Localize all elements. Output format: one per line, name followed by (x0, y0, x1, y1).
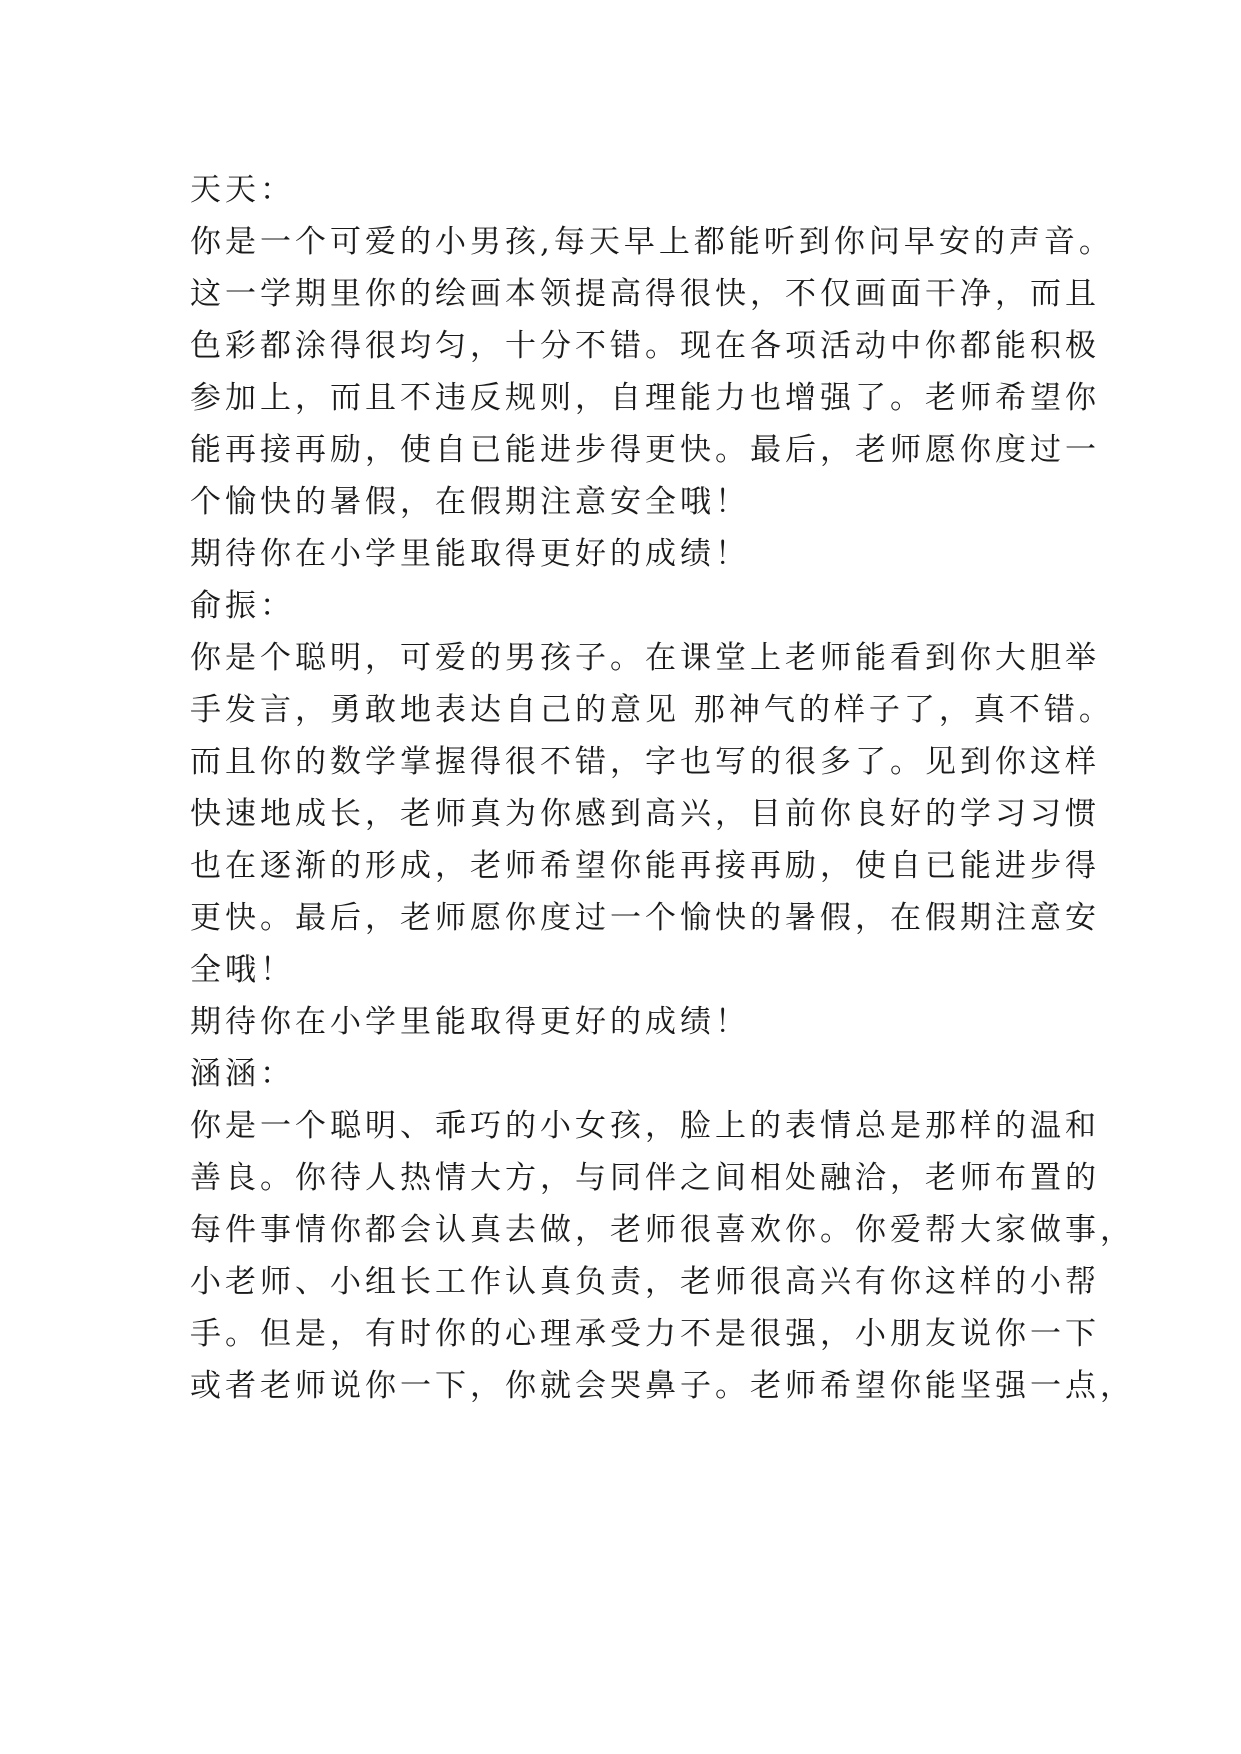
paragraph-line: 每件事情你都会认真去做，老师很喜欢你。你爱帮大家做事， (190, 1212, 1135, 1248)
closing-line: 期待你在小学里能取得更好的成绩！ (190, 1004, 750, 1040)
closing-line: 期待你在小学里能取得更好的成绩！ (190, 536, 750, 572)
recipient-heading-hanhan: 涵涵： (190, 1056, 295, 1092)
paragraph-line: 而且你的数学掌握得很不错，字也写的很多了。见到你这样 (190, 744, 1100, 780)
paragraph-line: 小老师、小组长工作认真负责，老师很高兴有你这样的小帮 (190, 1264, 1100, 1300)
paragraph-line: 手。但是，有时你的心理承受力不是很强，小朋友说你一下 (190, 1316, 1100, 1352)
paragraph-line: 这一学期里你的绘画本领提高得很快，不仅画面干净，而且 (190, 276, 1100, 312)
paragraph-line: 参加上，而且不违反规则，自理能力也增强了。老师希望你 (190, 380, 1100, 416)
paragraph-line: 你是一个可爱的小男孩,每天早上都能听到你问早安的声音。 (190, 224, 1114, 260)
document-body (190, 164, 1135, 1412)
paragraph-line: 色彩都涂得很均匀，十分不错。现在各项活动中你都能积极 (190, 328, 1100, 364)
paragraph-line: 更快。最后，老师愿你度过一个愉快的暑假，在假期注意安 (190, 900, 1100, 936)
paragraph-line: 全哦！ (190, 952, 295, 988)
paragraph-line: 也在逐渐的形成，老师希望你能再接再励，使自已能进步得 (190, 848, 1100, 884)
paragraph-line: 善良。你待人热情大方，与同伴之间相处融洽，老师布置的 (190, 1160, 1100, 1196)
paragraph-line: 你是一个聪明、乖巧的小女孩，脸上的表情总是那样的温和 (190, 1108, 1100, 1144)
recipient-heading-yuzhen: 俞振： (190, 588, 295, 624)
paragraph-line: 个愉快的暑假，在假期注意安全哦！ (190, 484, 750, 520)
paragraph-line: 能再接再励，使自已能进步得更快。最后，老师愿你度过一 (190, 432, 1100, 468)
paragraph-line: 快速地成长，老师真为你感到高兴，目前你良好的学习习惯 (190, 796, 1100, 832)
paragraph-line: 手发言，勇敢地表达自己的意见 那神气的样子了，真不错。 (190, 692, 1114, 728)
paragraph-line: 或者老师说你一下，你就会哭鼻子。老师希望你能坚强一点， (190, 1368, 1135, 1404)
paragraph-line: 你是个聪明，可爱的男孩子。在课堂上老师能看到你大胆举 (190, 640, 1100, 676)
recipient-heading-tiantian: 天天： (190, 172, 295, 208)
